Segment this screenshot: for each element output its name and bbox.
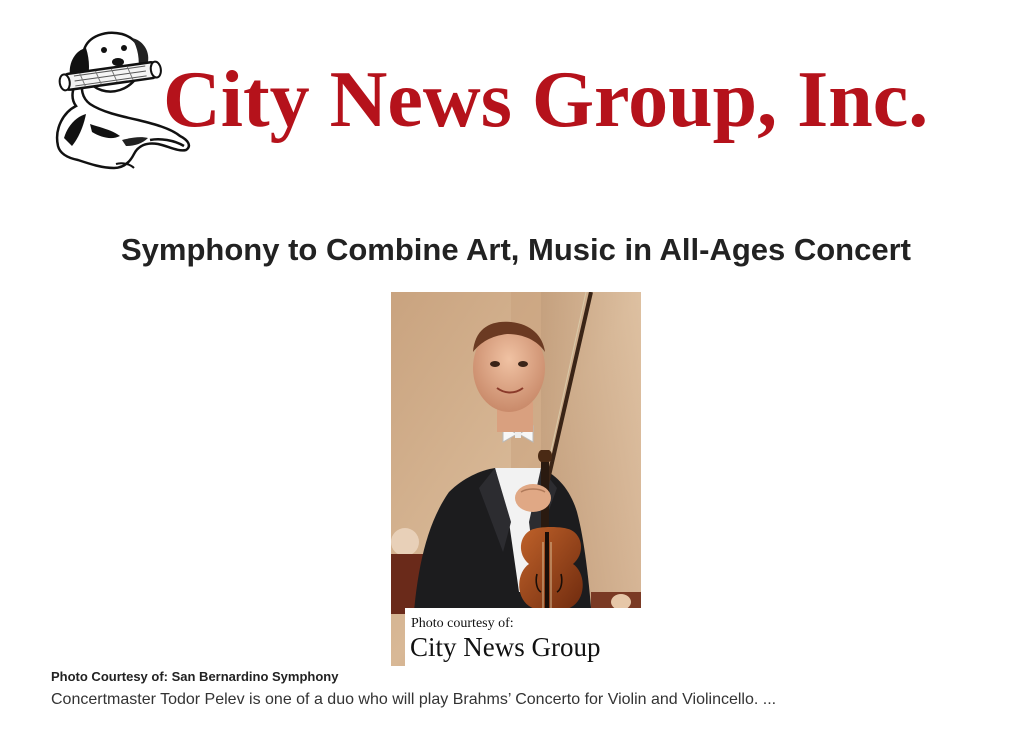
article-headline: Symphony to Combine Art, Music in All-Ages Concert [121,231,911,267]
photo-credit: Photo Courtesy of: San Bernardino Symphony [51,669,339,684]
masthead [50,28,980,174]
photo-watermark [405,608,641,666]
watermark-brand: City News Group [410,632,601,662]
watermark-caption: Photo courtesy of: [411,616,514,631]
brand-name[interactable]: City News Group, Inc. [163,56,929,144]
article-summary: Concertmaster Todor Pelev is one of a duo who will play Brahms’ Concerto for Violin and Violincello. ... [51,691,777,708]
article-photo[interactable] [391,292,641,666]
